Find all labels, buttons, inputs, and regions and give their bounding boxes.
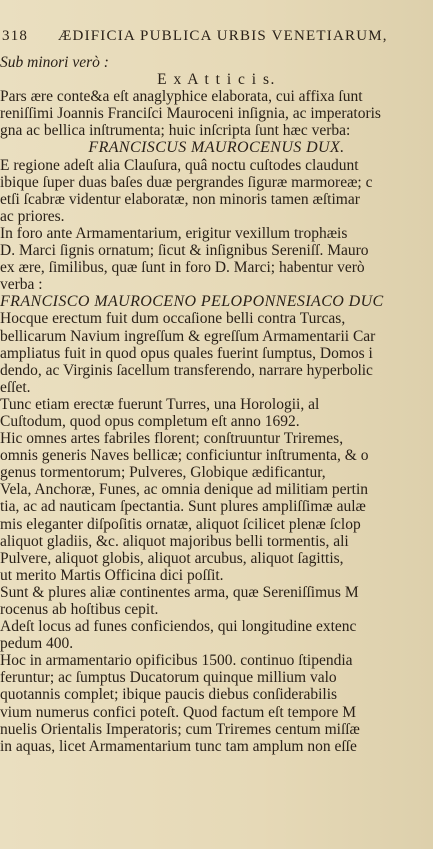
text-line: reniſſimi Joannis Franciſci Mauroceni inſignia, ac imperatoris	[0, 105, 381, 123]
text-line: ex ære, ſimilibus, quæ ſunt in foro D. Marci; habentur verò	[0, 259, 365, 277]
text-line: Hic omnes artes fabriles florent; conſtruuntur Triremes,	[0, 430, 344, 448]
text-line: Cuſtodum, quod opus completum eſt anno 1692.	[0, 412, 300, 430]
text-line: E x A t t i c i s.	[157, 71, 276, 89]
text-line: genus tormentorum; Pulveres, Globique ædificantur,	[0, 464, 326, 482]
running-title: ÆDIFICIA PUBLICA URBIS VENETIARUM,	[58, 28, 388, 44]
text-line: ut merito Martis Officina dici poſſit.	[0, 566, 224, 584]
text-line: etſi ſcabræ videntur elaboratæ, non minoris tamen æſtimar	[0, 190, 360, 208]
text-line: dendo, ac Virginis ſacellum transferendo, narrare hyperbolic	[0, 361, 373, 379]
text-line: tia, ac ad nauticam ſpectantia. Sunt plures ampliſſimæ aulæ	[0, 498, 366, 516]
text-line: bellicarum Navium ingreſſum & egreſſum Armamentarii Car	[0, 327, 376, 345]
text-line: Sub minori verò :	[0, 54, 109, 71]
text-line: FRANCISCO MAUROCENO PELOPONNESIACO DUC	[0, 293, 384, 311]
text-line: mis eleganter diſpoſitis ornatæ, aliquot ſcilicet plenæ ſclop	[0, 515, 361, 533]
text-line: Sunt & plures aliæ continentes arma, quæ Sereniſſimus M	[0, 583, 359, 601]
text-line: ampliatus fuit in quod opus quales fuerint ſumptus, Domos i	[0, 344, 373, 362]
text-line: vium numerus confici poteſt. Quod factum eſt tempore M	[0, 703, 356, 721]
page-body	[0, 54, 433, 755]
text-line: pedum 400.	[0, 635, 74, 653]
text-line: Vela, Anchoræ, Funes, ac omnia denique ad militiam pertin	[0, 481, 369, 499]
text-line: In foro ante Armamentarium, erigitur vexillum trophæis	[0, 224, 348, 242]
page-number: 318	[2, 28, 29, 44]
page-header	[0, 28, 433, 48]
text-line: Hocque erectum fuit dum occaſione belli contra Turcas,	[0, 310, 346, 328]
text-line: rocenus ab hoſtibus cepit.	[0, 601, 159, 618]
text-line: nuelis Orientalis Imperatoris; cum Triremes centum miſſæ	[0, 720, 360, 738]
text-line: quotannis complet; ibique paucis diebus conſiderabilis	[0, 686, 338, 704]
text-line: in aquas, licet Armamentarium tunc tam amplum non eſſe	[0, 737, 357, 755]
text-line: Pars ære conte&a eſt anaglyphice elaborata, cui affixa ſunt	[0, 88, 363, 106]
text-line: E regione adeſt alia Clauſura, quâ noctu cuſtodes claudunt	[0, 156, 359, 174]
text-line: omnis generis Naves bellicæ; conficiuntur inſtrumenta, & o	[0, 447, 369, 465]
text-line: aliquot gladiis, &c. aliquot majoribus belli tormentis, ali	[0, 532, 349, 550]
text-line: Pulvere, aliquot globis, aliquot arcubus, aliquot ſagittis,	[0, 549, 344, 567]
text-line: Tunc etiam erectæ fuerunt Turres, una Horologii, al	[0, 395, 320, 413]
text-line: verba :	[0, 276, 43, 294]
text-line: gna ac bellica inſtrumenta; huic inſcripta ſunt hæc verba:	[0, 122, 351, 140]
text-line: eſſet.	[0, 378, 31, 396]
text-line: FRANCISCUS MAUROCENUS DUX.	[88, 139, 345, 157]
text-line: D. Marci ſignis ornatum; ſicut & inſignibus Sereniſſ. Mauro	[0, 242, 369, 260]
text-line: ibique ſuper duas baſes duæ pergrandes ſiguræ marmoreæ; c	[0, 173, 373, 191]
text-line: Adeſt locus ad funes conficiendos, qui longitudine extenc	[0, 618, 357, 636]
text-line: Hoc in armamentario opificibus 1500. continuo ſtipendia	[0, 652, 353, 670]
text-line: ac priores.	[0, 207, 65, 225]
text-line: feruntur; ac ſumptus Ducatorum quinque millium valo	[0, 669, 337, 687]
